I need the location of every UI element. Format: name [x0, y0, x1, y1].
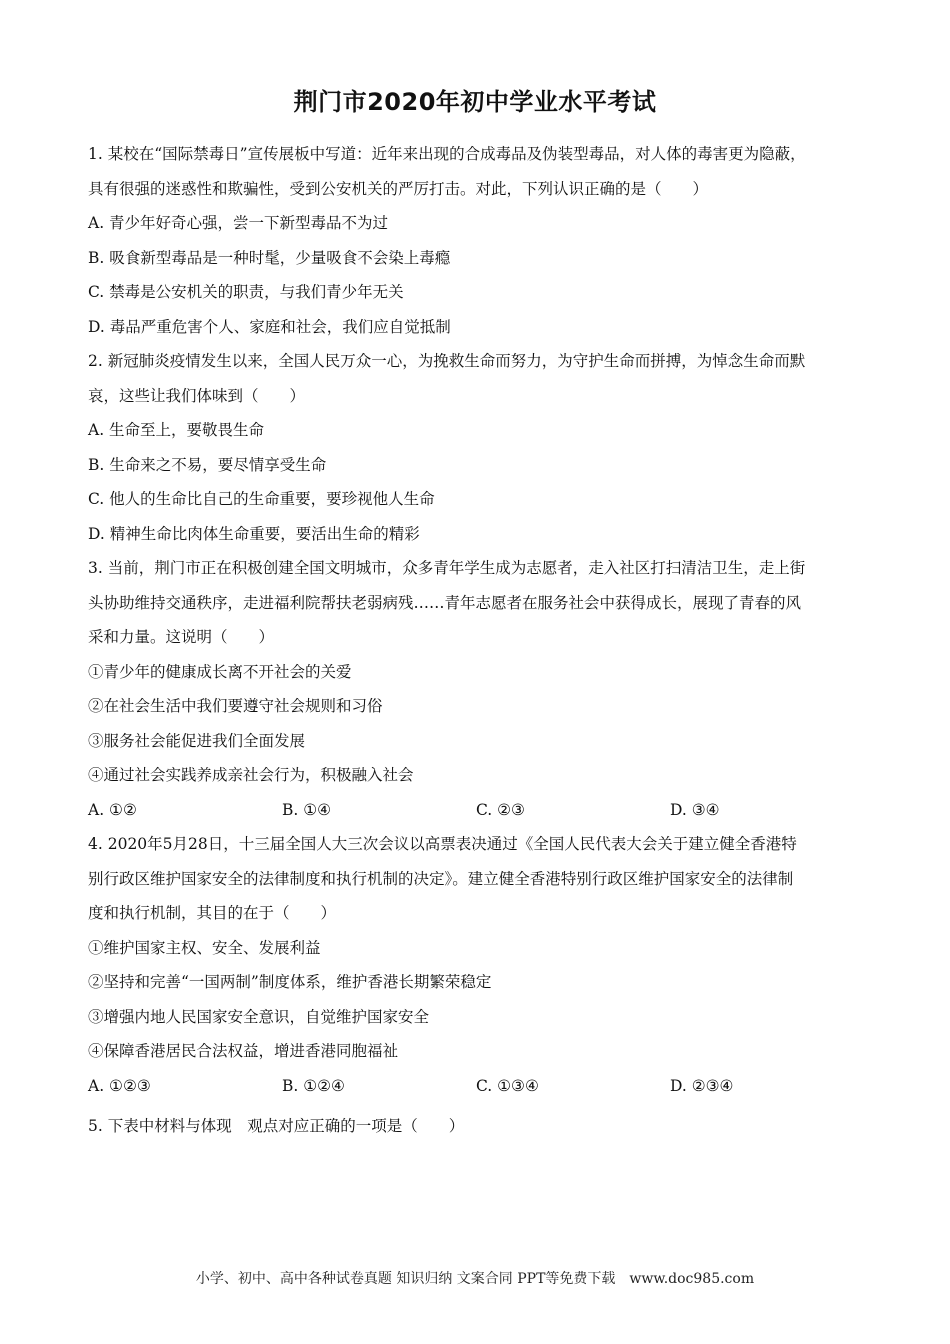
option-a: A. 青少年好奇心强，尝一下新型毒品不为过: [88, 214, 389, 232]
question-2: [88, 344, 868, 551]
question-stem-line: 1. 某校在“国际禁毒日”宣传展板中写道：近年来出现的合成毒品及伪装型毒品，对人体的毒害更为隐蔽，: [88, 145, 806, 163]
statement: ④通过社会实践养成亲社会行为，积极融入社会: [88, 766, 414, 784]
option-b: B. 吸食新型毒品是一种时髦，少量吸食不会染上毒瘾: [88, 248, 451, 267]
question-stem-line: 头协助维持交通秩序，走进福利院帮扶老弱病残……青年志愿者在服务社会中获得成长，展现了青春的风: [88, 593, 802, 612]
option-a: A. 生命至上，要敬畏生命: [88, 421, 265, 439]
option-d: D. 精神生命比肉体生命重要，要活出生命的精彩: [88, 524, 420, 543]
choice-a: A. ①②: [88, 800, 137, 819]
question-stem-line: 别行政区维护国家安全的法律制度和执行机制的决定》。建立健全香港特别行政区维护国家安全的法律制: [88, 869, 794, 888]
question-4: [88, 827, 868, 1103]
choice-d: D. ③④: [670, 800, 720, 819]
choice-row: [88, 793, 868, 828]
choice-b: B. ①④: [282, 800, 332, 819]
page-footer: 小学、初中、高中各种试卷真题 知识归纳 文案合同 PPT等免费下载 www.doc985.com: [195, 1271, 755, 1287]
statement: ②坚持和完善“一国两制”制度体系，维护香港长期繁荣稳定: [88, 973, 492, 991]
statement: ③增强内地人民国家安全意识，自觉维护国家安全: [88, 1007, 430, 1026]
question-stem-line: 采和力量。这说明（ ）: [88, 628, 275, 646]
question-stem-line: 具有很强的迷惑性和欺骗性，受到公安机关的严厉打击。对此，下列认识正确的是（ ）: [88, 179, 709, 198]
statement: ①青少年的健康成长离不开社会的关爱: [88, 662, 352, 681]
choice-c: C. ①③④: [476, 1076, 539, 1095]
option-c: C. 他人的生命比自己的生命重要，要珍视他人生命: [88, 490, 435, 508]
question-stem-line: 4. 2020年5月28日，十三届全国人大三次会议以高票表决通过《全国人民代表大会关于建立健全香港特: [88, 835, 797, 853]
option-b: B. 生命来之不易，要尽情享受生命: [88, 455, 327, 474]
choice-c: C. ②③: [476, 800, 525, 819]
option-d: D. 毒品严重危害个人、家庭和社会，我们应自觉抵制: [88, 317, 451, 336]
statement: ③服务社会能促进我们全面发展: [88, 731, 306, 750]
question-stem-line: 度和执行机制，其目的在于（ ）: [88, 904, 337, 922]
question-list: [88, 137, 868, 1144]
page-title: 荆门市2020年初中学业水平考试: [293, 88, 657, 116]
choice-a: A. ①②③: [88, 1076, 151, 1095]
question-stem-line: 2. 新冠肺炎疫情发生以来，全国人民万众一心，为挽救生命而努力，为守护生命而拼搏，为悼念生命而默: [88, 352, 806, 370]
option-c: C. 禁毒是公安机关的职责，与我们青少年无关: [88, 283, 404, 301]
question-stem-line: 哀，这些让我们体味到（ ）: [88, 386, 306, 405]
question-1: [88, 137, 868, 344]
statement: ④保障香港居民合法权益，增进香港同胞福祉: [88, 1042, 399, 1060]
statement: ②在社会生活中我们要遵守社会规则和习俗: [88, 697, 383, 715]
question-5: [88, 1109, 868, 1144]
question-stem-line: 3. 当前，荆门市正在积极创建全国文明城市，众多青年学生成为志愿者，走入社区打扫清洁卫生，走上街: [88, 559, 806, 577]
choice-d: D. ②③④: [670, 1076, 734, 1095]
question-stem-line: 5. 下表中材料与体现 观点对应正确的一项是（ ）: [88, 1117, 465, 1135]
question-3: [88, 551, 868, 827]
choice-row: [88, 1069, 868, 1104]
choice-b: B. ①②④: [282, 1076, 345, 1095]
statement: ①维护国家主权、安全、发展利益: [88, 938, 321, 957]
